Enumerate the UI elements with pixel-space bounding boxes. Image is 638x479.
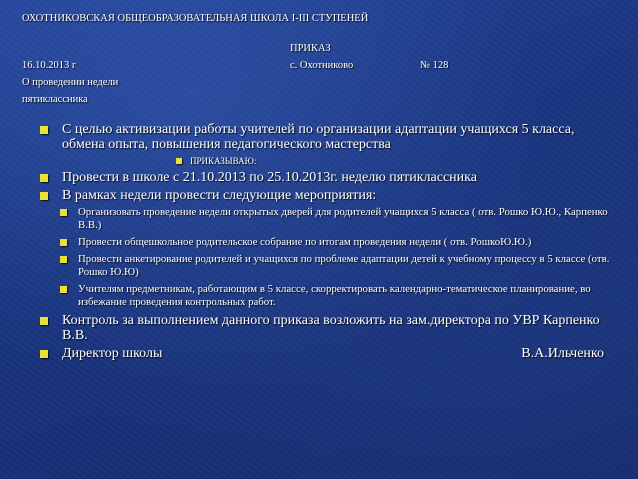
square-bullet-icon <box>176 158 182 164</box>
list-item <box>60 253 620 279</box>
list-item <box>176 155 620 167</box>
list-item-text: Провести в школе с 21.10.2013 по 25.10.2013г. неделю пятиклассника <box>62 170 477 185</box>
list-item-text: Провести анкетирование родителей и учащихся по проблеме адаптации детей к учебному процессу в 5 классе (отв. Рошко Ю.Ю) <box>78 253 610 278</box>
list-item-text: Провести общешкольное родительское собрание по итогам проведения недели ( отв. РошкоЮ.Ю.) <box>78 236 532 248</box>
signature-name: В.А.Ильченко <box>521 346 604 361</box>
list-item <box>40 122 620 152</box>
list-item <box>60 283 620 309</box>
square-bullet-icon <box>40 317 48 325</box>
order-number: № 128 <box>420 60 449 71</box>
signature-role: Директор школы <box>62 346 163 361</box>
list-item-text: В рамках недели провести следующие мероприятия: <box>62 188 377 203</box>
square-bullet-icon <box>40 192 48 200</box>
order-date: 16.10.2013 г <box>22 60 77 71</box>
square-bullet-icon <box>40 126 48 134</box>
list-item-text: Организовать проведение недели открытых дверей для родителей учащихся 5 класса ( отв. Рошко Ю.Ю., Карпенко В.В.) <box>78 206 608 231</box>
school-name: ОХОТНИКОВСКАЯ ОБЩЕОБРАЗОВАТЕЛЬНАЯ ШКОЛА I-III СТУПЕНЕЙ <box>22 13 369 24</box>
order-title: ПРИКАЗ <box>290 43 331 54</box>
square-bullet-icon <box>40 174 48 182</box>
square-bullet-icon <box>60 286 67 293</box>
square-bullet-icon <box>60 209 67 216</box>
order-header <box>22 12 612 105</box>
list-item-text: С целью активизации работы учителей по организации адаптации учащихся 5 класса, обмена опыта, повышения педагогического мастерства <box>62 122 575 152</box>
list-item <box>40 313 620 343</box>
list-item <box>60 236 620 249</box>
square-bullet-icon <box>60 239 67 246</box>
order-subject-line-2: пятиклассника <box>22 94 88 105</box>
list-item-text: Контроль за выполнением данного приказа возложить на зам.директора по УВР Карпенко В.В. <box>62 313 600 343</box>
list-item <box>40 188 620 203</box>
list-item <box>40 170 620 185</box>
list-item <box>60 206 620 232</box>
square-bullet-icon <box>60 256 67 263</box>
list-item-text: Учителям предметникам, работающим в 5 классе, скорректировать календарно-тематическое планирование, во избежание проведения контрольных работ. <box>78 283 591 308</box>
signature-row <box>40 346 620 361</box>
order-place: с. Охотниково <box>290 60 354 71</box>
list-item-text: ПРИКАЗЫВАЮ: <box>190 156 257 166</box>
square-bullet-icon <box>40 350 48 358</box>
order-subject-line-1: О проведении недели <box>22 77 119 88</box>
order-body <box>40 122 620 364</box>
